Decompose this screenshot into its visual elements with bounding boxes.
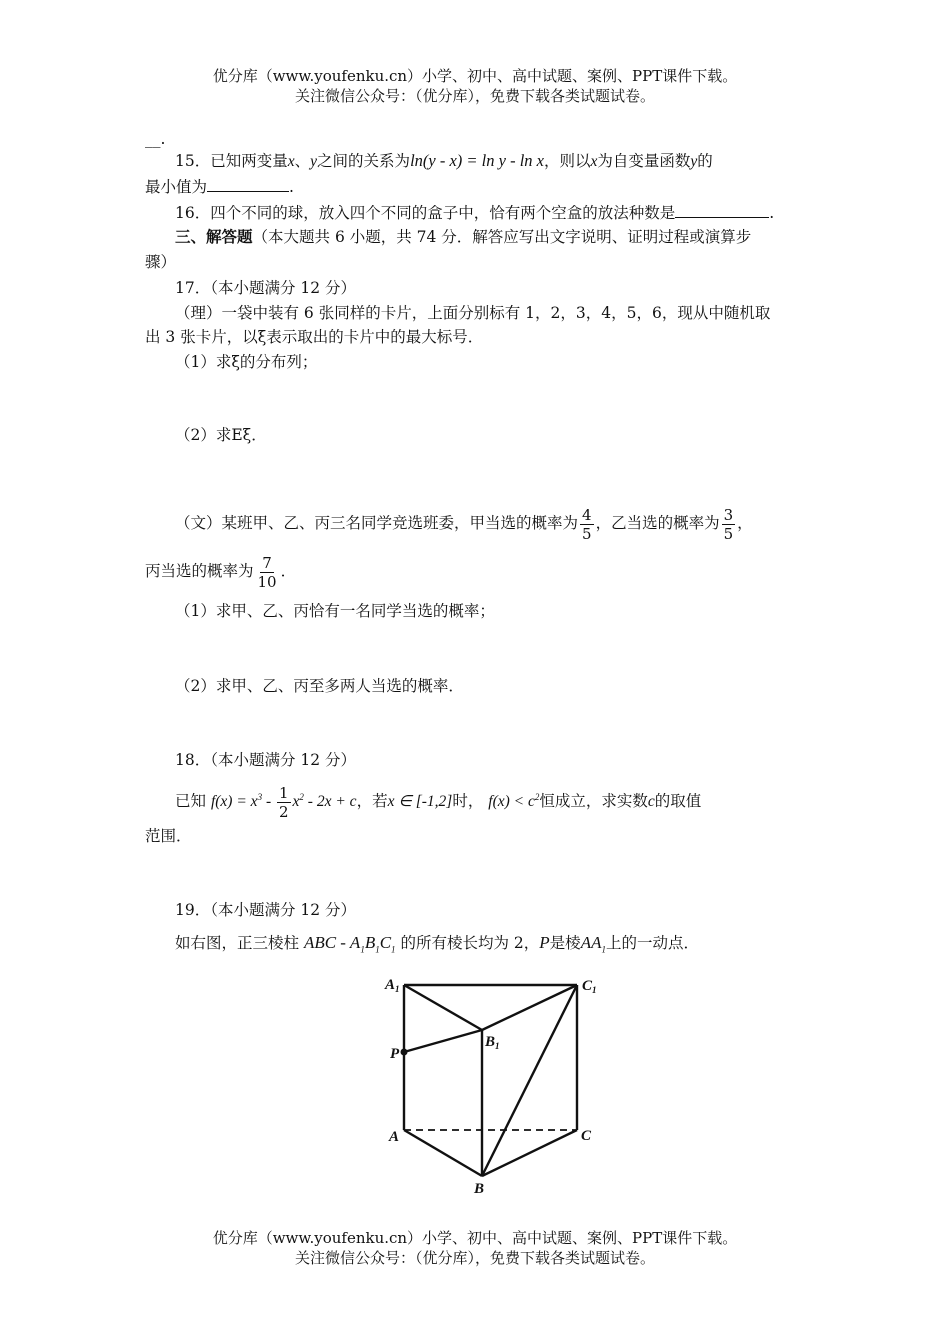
- q18-condition: x ∈ [-1,2]: [387, 793, 453, 811]
- exponent: 2: [534, 792, 540, 802]
- fraction-numerator: 4: [582, 505, 592, 524]
- footer-line-1: 优分库（www.youfenku.cn）小学、初中、高中试题、案例、PPT课件下载。: [212, 1229, 738, 1247]
- segment-b-c1: [482, 985, 577, 1176]
- q18-text-d: 恒成立，求实数: [539, 792, 648, 811]
- label-b1: $B_1$: [485, 1034, 500, 1051]
- q15-sep: 、: [294, 152, 311, 170]
- page-footer: [0, 1228, 950, 1268]
- q17-wen-part1: （1）求甲、乙、丙恰有一名同学当选的概率；: [175, 602, 495, 620]
- subscript: 1: [375, 944, 380, 955]
- q17-li-line2: 出 3 张卡片，以ξ表示取出的卡片中的最大标号．: [145, 328, 484, 346]
- label-a: A: [389, 1129, 400, 1145]
- q14-tail: __.: [145, 130, 166, 148]
- q18-text-a: 已知: [175, 792, 207, 811]
- segment-p-b1: [404, 1030, 482, 1052]
- subscript: 1: [601, 944, 606, 955]
- q15-text-d: 为自变量函数: [597, 152, 691, 170]
- q18-f-part3: x: [292, 793, 300, 811]
- fraction-denominator: 10: [257, 572, 277, 591]
- q15-line1: [175, 150, 713, 173]
- q15-text-c: ，则以: [543, 152, 591, 170]
- q18-f-part4: - 2x + c: [303, 793, 357, 811]
- q18-text-b: ，若: [356, 792, 388, 811]
- subscript: 1: [391, 944, 396, 955]
- label-c1: $C_1$: [582, 978, 597, 995]
- footer-line-2: 关注微信公众号：（优分库），免费下载各类试题试卷。: [294, 1249, 655, 1267]
- q18-line1: [175, 774, 701, 825]
- q17-li-part1: （1）求ξ的分布列；: [175, 353, 318, 371]
- var-y-2: y: [690, 153, 698, 170]
- q18-text-e: 的取值: [654, 792, 702, 811]
- label-b: B: [474, 1181, 485, 1197]
- q18-line2: 范围．: [145, 827, 192, 845]
- section3-title: 三、解答题: [175, 227, 253, 246]
- q18-head: 18．（本小题满分 12 分）: [175, 751, 357, 769]
- edge-a-b: [404, 1130, 482, 1176]
- q17-wen-line1: [175, 500, 753, 546]
- q19-prism-a: ABC - A: [303, 933, 361, 952]
- exponent: 2: [299, 792, 304, 802]
- var-x: x: [287, 153, 295, 170]
- q19-text-b: 的所有棱长均为 2，: [400, 934, 540, 952]
- fraction-numerator: 3: [723, 505, 734, 524]
- q15-text-b: 之间的关系为: [317, 152, 411, 170]
- q15-number: 15．: [175, 152, 211, 170]
- q19-prism-c: C: [379, 933, 392, 952]
- exponent: 3: [257, 792, 263, 802]
- section3-desc-2: 骤）: [145, 253, 177, 271]
- fraction-4-5: [580, 506, 594, 543]
- q16-line: 16．四个不同的球，放入四个不同的盒子中，恰有两个空盒的放法种数是 .: [175, 201, 774, 224]
- q17-wen-text-d: 丙当选的概率为: [145, 562, 254, 580]
- subscript: 1: [360, 944, 365, 955]
- label-c: C: [581, 1128, 592, 1144]
- q18-f-part2: -: [262, 793, 275, 811]
- q17-wen-part2: （2）求甲、乙、丙至多两人当选的概率．: [175, 677, 464, 695]
- edge-b1-c1: [482, 985, 577, 1030]
- fraction-3-5: [722, 506, 736, 543]
- q17-li-part2: （2）求Eξ．: [175, 426, 267, 444]
- q17-wen-text-b: ，乙当选的概率为: [595, 514, 720, 532]
- q19-prism: [303, 933, 396, 955]
- q19-prism-b: B: [364, 933, 376, 952]
- header-line-2: 关注微信公众号：（优分库），免费下载各类试题试卷。: [294, 87, 655, 105]
- q17-wen-text-a: （文）某班甲、乙、丙三名同学竞选班委，甲当选的概率为: [175, 514, 579, 532]
- q18-inequality: f(x) < c: [488, 793, 535, 811]
- fraction-1-2: [277, 784, 291, 821]
- answer-blank[interactable]: [675, 201, 769, 218]
- q17-wen-text-c: ，: [737, 514, 753, 532]
- q16-number: 16．: [175, 204, 211, 222]
- section3-desc: （本大题共 6 小题，共 74 分．解答应写出文字说明、证明过程或演算步: [252, 228, 752, 246]
- q18-text-c: 时，: [452, 792, 484, 811]
- q15-line2-text: 最小值为: [145, 178, 208, 196]
- q15-text: 已知两变量: [210, 152, 288, 170]
- var-y: y: [310, 153, 318, 170]
- section3-heading: [175, 226, 751, 248]
- page-header: [0, 66, 950, 106]
- q19-text-c: 是棱: [549, 934, 581, 952]
- fraction-numerator: 1: [278, 783, 289, 802]
- fraction-numerator: 7: [262, 553, 272, 572]
- label-a1: $A_1$: [385, 977, 400, 994]
- q17-wen-line2: [145, 548, 296, 594]
- header-line-1: 优分库（www.youfenku.cn）小学、初中、高中试题、案例、PPT课件下载。: [212, 67, 738, 85]
- edge-b-c: [482, 1130, 577, 1176]
- q19-line1: [175, 925, 699, 967]
- q17-li-line1: （理）一袋中装有 6 张同样的卡片，上面分别标有 1，2，3，4，5，6，现从中随机取: [175, 304, 771, 322]
- q15-line2: 最小值为 .: [145, 175, 294, 198]
- var-x-2: x: [590, 153, 598, 170]
- q19-head: 19．（本小题满分 12 分）: [175, 901, 357, 919]
- point-p: [401, 1049, 408, 1056]
- fraction-7-10: [256, 554, 279, 591]
- fraction-denominator: 2: [278, 802, 289, 821]
- q18-function: [211, 793, 275, 810]
- q19-edge: AA: [580, 933, 602, 952]
- q17-wen-text-e: ．: [280, 562, 297, 580]
- q17-head: 17．（本小题满分 12 分）: [175, 279, 357, 297]
- fraction-denominator: 5: [582, 524, 592, 543]
- fraction-denominator: 5: [723, 524, 734, 543]
- q15-formula: ln(y - x) = ln y - ln x: [410, 151, 544, 170]
- answer-blank[interactable]: [207, 175, 289, 192]
- q19-text-a: 如右图，正三棱柱: [175, 934, 300, 952]
- q19-text-d: 上的一动点．: [605, 934, 699, 952]
- q16-text: 四个不同的球，放入四个不同的盒子中，恰有两个空盒的放法种数是: [210, 204, 676, 222]
- q18-f-part1: f(x) = x: [210, 793, 258, 811]
- edge-a1-b1: [404, 985, 482, 1030]
- q15-text-e: 的: [697, 152, 713, 170]
- label-p: P: [390, 1046, 400, 1062]
- var-c: c: [647, 793, 655, 811]
- var-p: P: [539, 933, 550, 952]
